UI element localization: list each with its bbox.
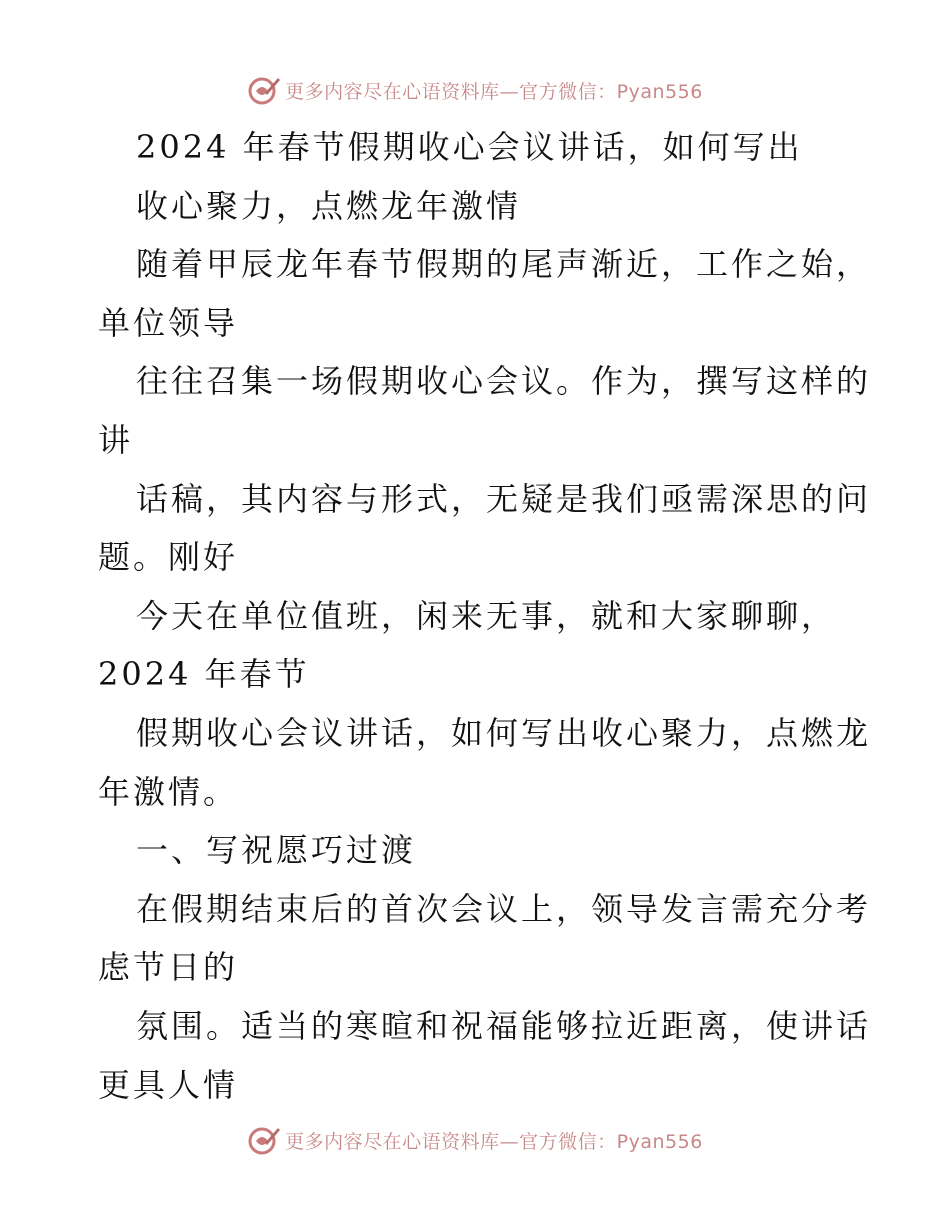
text-line: 更具人情: [98, 1065, 239, 1104]
section-heading: 一、写祝愿巧过渡: [136, 831, 417, 870]
text-line: 往往召集一场假期收心会议。作为，撰写这样的: [136, 362, 872, 401]
watermark-wechat-id: Pyan556: [616, 80, 703, 103]
watermark-wechat-id: Pyan556: [616, 1130, 703, 1153]
footer-watermark: [0, 1120, 950, 1160]
text-line: 虑节日的: [98, 948, 239, 987]
text-line: 在假期结束后的首次会议上，领导发言需充分考: [136, 889, 872, 928]
text-line: 今天在单位值班，闲来无事，就和大家聊聊，: [136, 596, 837, 635]
watermark-text: 更多内容尽在心语资料库—官方微信：Pyan556: [285, 80, 703, 103]
watermark-text: 更多内容尽在心语资料库—官方微信：Pyan556: [285, 1130, 703, 1153]
text-line: 题。刚好: [98, 538, 239, 577]
text-line: 收心聚力，点燃龙年激情: [136, 186, 522, 225]
text-line: 氛围。适当的寒暄和祝福能够拉近距离，使讲话: [136, 1007, 872, 1045]
text-line: 2024 年春节假期收心会议讲话，如何写出: [136, 128, 803, 166]
text-line: 2024 年春节: [98, 655, 310, 694]
text-line: 话稿，其内容与形式，无疑是我们亟需深思的问: [136, 479, 872, 518]
text-line: 随着甲辰龙年春节假期的尾声渐近，工作之始，: [136, 245, 872, 284]
heart-pen-logo-icon: [247, 73, 281, 107]
text-line: 年激情。: [98, 772, 239, 811]
text-line: 假期收心会议讲话，如何写出收心聚力，点燃龙: [136, 714, 872, 752]
text-line: 讲: [98, 421, 134, 459]
heart-pen-logo-icon: [247, 1123, 281, 1157]
header-watermark: [0, 70, 950, 110]
text-line: 单位领导: [98, 303, 239, 342]
